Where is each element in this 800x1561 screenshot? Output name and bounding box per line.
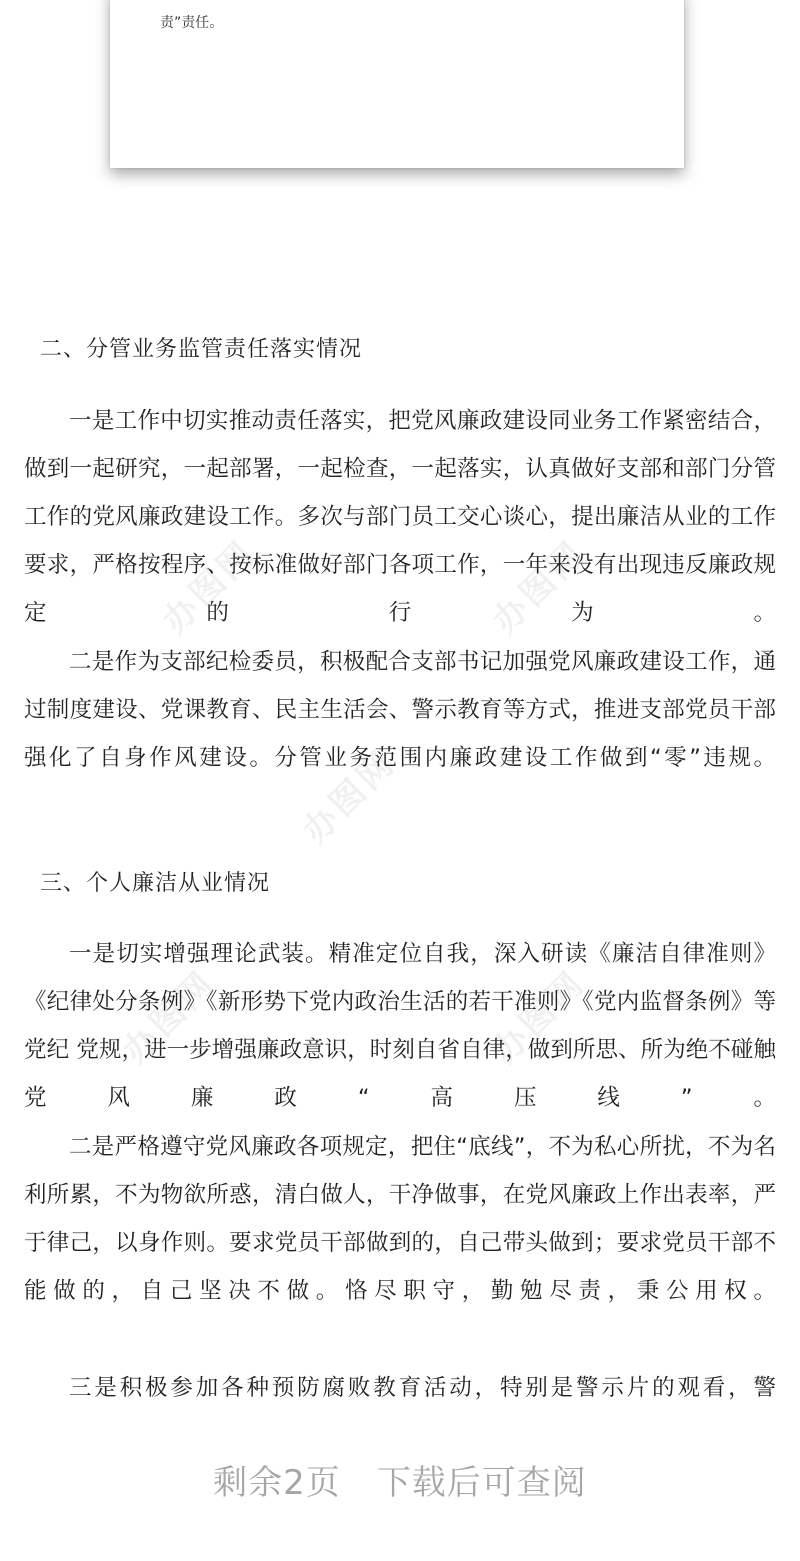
watermark: 办图网: [485, 962, 594, 1072]
document-preview-card: [110, 0, 684, 168]
card-tail-text: 责”责任。: [160, 15, 224, 31]
paragraph: 一是工作中切实推动责任落实，把党风廉政建设同业务工作紧密结合，做到一起研究，一起部署，一起检查，一起落实，认真做好支部和部门分管工作的党风廉政建设工作。多次与部门员工交心谈心，提出廉洁从业的工作要求，严格按程序、按标准做好部门各项工作，一年来没有出现违反廉政规定的行为。: [24, 408, 776, 626]
paragraph: 二是作为支部纪检委员，积极配合支部书记加强党风廉政建设工作，通过制度建设、党课教育、民主生活会、警示教育等方式，推进支部党员干部强化了自身作风建设。分管业务范围内廉政建设工作做到“零”违规。: [24, 649, 776, 771]
section-heading: 二、分管业务监管责任落实情况: [40, 337, 363, 362]
watermark: 办图网: [115, 962, 224, 1072]
download-prompt[interactable]: [0, 1455, 800, 1504]
watermark: 办图网: [295, 742, 404, 852]
paragraph: 一是切实增强理论武装。精准定位自我，深入研读《廉洁自律准则》《纪律处分条例》《新形势下党内政治生活的若干准则》《党内监督条例》等党纪 党规，进一步增强廉政意识，时刻自省自律，做到所思、所为绝不碰触党风廉政“高压线”。: [24, 941, 776, 1111]
paragraph: 三是积极参加各种预防腐败教育活动，特别是警示片的观看，警: [69, 1375, 776, 1401]
watermark: 办图网: [155, 532, 264, 642]
section-heading: 三、个人廉洁从业情况: [40, 871, 271, 896]
paragraph: 二是严格遵守党风廉政各项规定，把住“底线”，不为私心所扰，不为名利所累，不为物欲所惑，清白做人，干净做事，在党风廉政上作出表率，严于律己，以身作则。要求党员干部做到的，自己带头做到；要求党员干部不能做的，自己坚决不做。恪尽职守，勤勉尽责，秉公用权。: [24, 1134, 776, 1304]
watermark: 办图网: [485, 532, 594, 642]
remaining-pages-text[interactable]: 剩余2页: [213, 1463, 341, 1503]
download-to-view-text[interactable]: 下载后可查阅: [376, 1463, 587, 1503]
